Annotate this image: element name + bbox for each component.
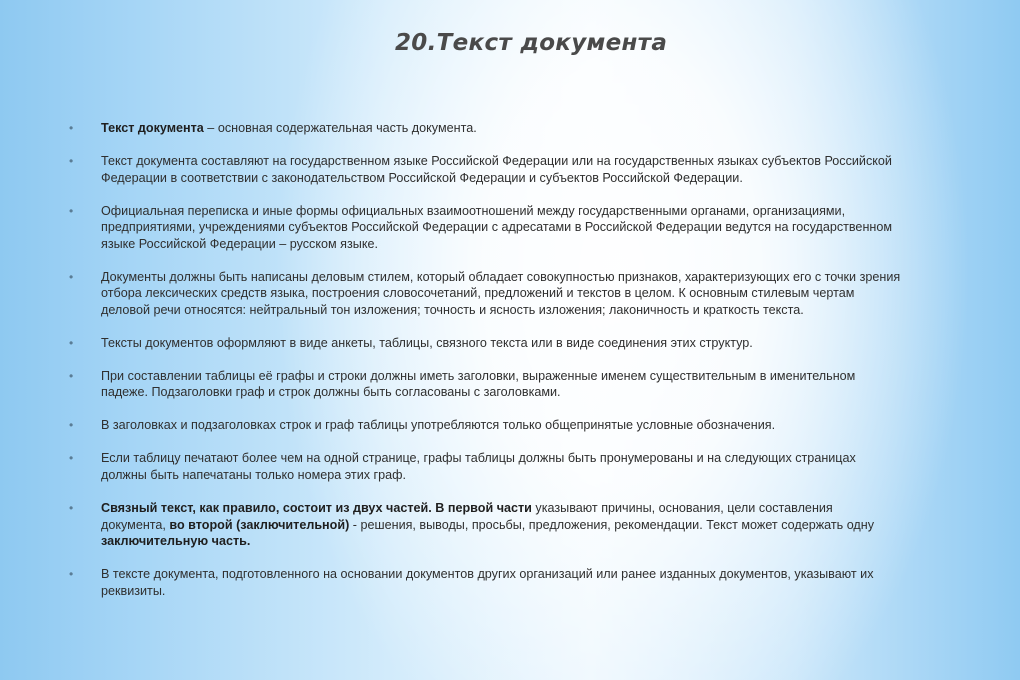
bold-text: во второй (заключительной)	[169, 517, 350, 532]
slide-title: 20.Текст документа	[395, 30, 668, 56]
list-item	[69, 500, 901, 550]
bullet-icon: •	[69, 203, 74, 218]
item-text: Тексты документов оформляют в виде анкеты, таблицы, связного текста или в виде соединения этих структур.	[101, 335, 753, 350]
content-list	[69, 120, 901, 616]
bullet-icon: •	[69, 501, 74, 516]
list-item	[69, 120, 901, 137]
item-text: Если таблицу печатают более чем на одной странице, графы таблицы должны быть пронумерованы и на следующих страницах должны быть напечатаны только номера этих граф.	[101, 451, 856, 483]
bullet-icon: •	[69, 153, 74, 168]
bullet-icon: •	[69, 269, 74, 284]
item-text: – основная содержательная часть документа.	[203, 121, 477, 135]
item-text: - решения, выводы, просьбы, предложения, рекомендации. Текст может содержать одну	[349, 517, 875, 532]
list-item	[69, 335, 901, 352]
item-text: Текст документа составляют на государственном языке Российской Федерации или на государственных языках субъектов Российской Федерации в соответствии с законодательством Российской Федерации и субъектов Российской Федерации.	[101, 153, 892, 185]
item-text: При составлении таблицы её графы и строки должны иметь заголовки, выраженные именем существительным в именительном падеже. Подзаголовки граф и строк должны быть согласованы с заголовками.	[101, 368, 856, 400]
bold-text: Связный текст, как правило, состоит из двух частей. В первой части	[101, 501, 532, 516]
bullet-icon: •	[69, 418, 74, 433]
list-item	[69, 368, 901, 401]
item-text: указывают причины, основания, цели составления документа,	[101, 501, 833, 532]
list-item	[69, 203, 901, 253]
list-item	[69, 566, 901, 599]
item-text: Официальная переписка и иные формы официальных взаимоотношений между государственными органами, организациями, предприятиями, учреждениями субъектов Российской Федерации с адресатами в Российской Федерации ведутся на государственном языке Российской Федерации – русском языке.	[101, 203, 893, 251]
list-item	[69, 269, 901, 319]
bullet-icon: •	[69, 335, 74, 350]
item-text: В заголовках и подзаголовках строк и граф таблицы употребляются только общепринятые условные обозначения.	[101, 418, 776, 433]
item-text: Документы должны быть написаны деловым стилем, который обладает совокупностью признаков, характеризующих его с точки зрения отбора лексических средств языка, построения словосочетаний, предложений и текстов в целом. К основным стилевым чертам деловой речи относятся: нейтральный тон изложения; точность и ясность изложения; лаконичность и краткость текста.	[101, 269, 901, 317]
bullet-icon: •	[69, 368, 74, 383]
bullet-icon: •	[69, 451, 74, 466]
list-item	[69, 450, 901, 483]
bullet-icon: •	[69, 567, 74, 582]
item-text: В тексте документа, подготовленного на основании документов других организаций или ранее изданных документов, указывают их реквизиты.	[101, 567, 874, 598]
bold-text: Текст документа	[101, 121, 204, 135]
bold-text: заключительную часть.	[101, 534, 251, 549]
list-item	[69, 417, 901, 434]
list-item	[69, 153, 901, 186]
bullet-icon: •	[69, 121, 74, 135]
